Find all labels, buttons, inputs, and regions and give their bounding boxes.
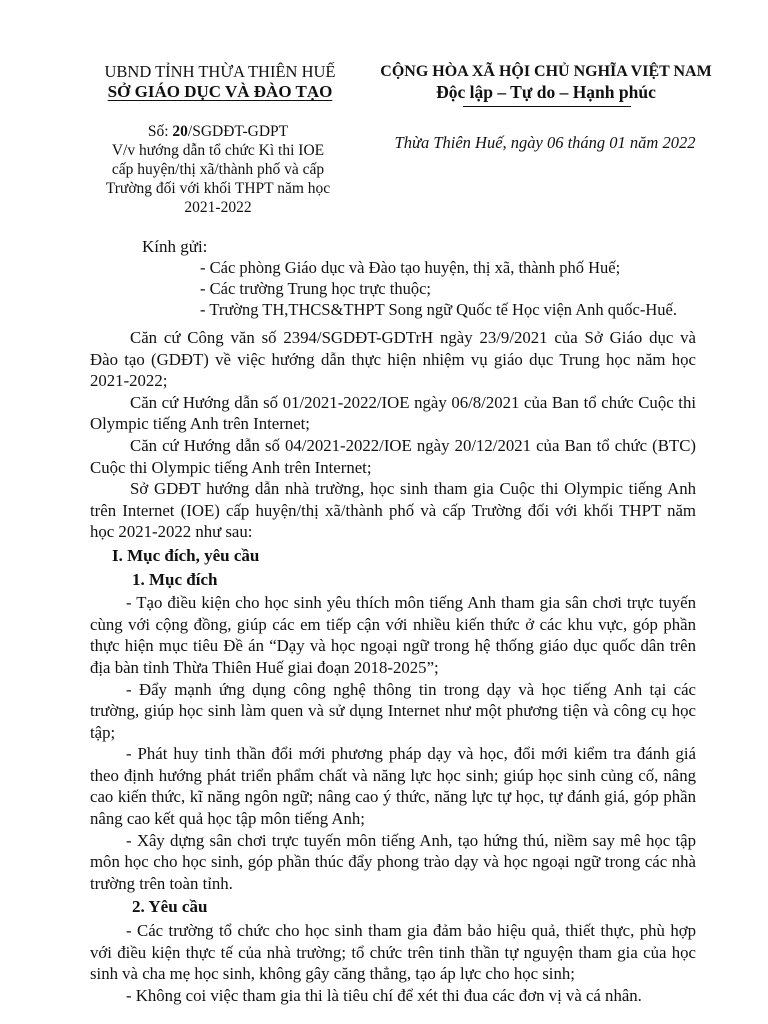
body-paragraph: Căn cứ Công văn số 2394/SGDĐT-GDTrH ngày 23/9/2021 của Sở Giáo dục và Đào tạo (GDĐT) về việc hướng dẫn thực hiện nhiệm vụ giáo dục Trung học năm học 2021-2022; — [90, 328, 696, 391]
number-code: /SGDĐT-GDPT — [187, 123, 289, 140]
recipients-label: Kính gửi: — [142, 237, 208, 256]
recipient-item: - Trường TH,THCS&THPT Song ngữ Quốc tế Học viện Anh quốc-Huế. — [200, 300, 677, 319]
issuer-org: UBND TỈNH THỪA THIÊN HUẾ — [104, 62, 336, 81]
bullet-paragraph: - Phát huy tinh thần đổi mới phương pháp dạy và học, đổi mới kiểm tra đánh giá theo định hướng phát triển phẩm chất và năng lực học sinh; giúp học sinh củng cố, nâng cao kiến thức, kĩ năng ngôn ngữ; nâng cao ý thức, năng lực tự học, tự đánh giá, góp phần nâng cao kết quả học tập môn tiếng Anh; — [90, 744, 696, 829]
subject-line: cấp huyện/thị xã/thành phố và cấp — [111, 161, 325, 178]
bullet-paragraph: - Xây dựng sân chơi trực tuyến môn tiếng Anh, tạo hứng thú, niềm say mê học tập môn học cho học sinh, góp phần thúc đẩy phong trào dạy và học ngoại ngữ trong các nhà trường trên toàn tỉnh. — [90, 830, 696, 893]
national-motto: Độc lập – Tự do – Hạnh phúc — [436, 82, 656, 102]
body-paragraph: Sở GDĐT hướng dẫn nhà trường, học sinh tham gia Cuộc thi Olympic tiếng Anh trên Internet (IOE) cấp huyện/thị xã/thành phố và cấp Trường đối với khối THPT năm học 2021-2022 như sau: — [90, 479, 696, 542]
recipient-item: - Các phòng Giáo dục và Đào tạo huyện, thị xã, thành phố Huế; — [200, 258, 621, 277]
recipients-list — [200, 257, 677, 320]
subject-line: V/v hướng dẫn tổ chức Kì thi IOE — [111, 142, 325, 159]
subsection-heading: 2. Yêu cầu — [132, 897, 208, 917]
national-header — [360, 62, 732, 102]
bullet-paragraph: - Đẩy mạnh ứng dụng công nghệ thông tin trong dạy và học tiếng Anh tại các trường, giúp học sinh làm quen và sử dụng Internet như một phương tiện và công cụ học tập; — [90, 679, 696, 742]
bullet-paragraph: - Tạo điều kiện cho học sinh yêu thích môn tiếng Anh tham gia sân chơi trực tuyến cùng với cộng đồng, giúp các em tiếp cận với nhiều kiến thức ở các khu vực, góp phần thực hiện mục tiêu Đề án “Dạy và học ngoại ngữ trong hệ thống giáo dục quốc dân trên địa bàn tỉnh Thừa Thiên Huế giai đoạn 2018-2025”; — [90, 593, 696, 677]
document-number — [88, 122, 348, 141]
document-date: Thừa Thiên Huế, ngày 06 tháng 01 năm 2022 — [394, 133, 696, 152]
motto-underline — [463, 106, 631, 107]
document-body — [90, 327, 696, 1006]
section-heading: I. Mục đích, yêu cầu — [112, 545, 260, 565]
bullet-paragraph: - Không coi việc tham gia thi là tiêu chí để xét thi đua các đơn vị và cá nhân. — [126, 985, 642, 1005]
document-number-block — [88, 122, 348, 217]
bullet-paragraph: - Các trường tổ chức cho học sinh tham gia đảm bảo hiệu quả, thiết thực, phù hợp với điều kiện thực tế của nhà trường; tổ chức trên tinh thần tự nguyện tham gia của học sinh và cha mẹ học sinh, không gây căng thẳng, tạo áp lực cho học sinh; — [90, 921, 696, 984]
republic-title: CỘNG HÒA XÃ HỘI CHỦ NGHĨA VIỆT NAM — [380, 63, 712, 80]
number-value: 20 — [172, 123, 188, 140]
body-paragraph: Căn cứ Hướng dẫn số 01/2021-2022/IOE ngày 06/8/2021 của Ban tổ chức Cuộc thi Olympic tiếng Anh trên Internet; — [90, 392, 696, 434]
subject-line: Trường đối với khối THPT năm học — [105, 180, 331, 197]
subsection-heading: 1. Mục đích — [132, 569, 218, 589]
body-paragraph: Căn cứ Hướng dẫn số 04/2021-2022/IOE ngày 20/12/2021 của Ban tổ chức (BTC) Cuộc thi Olympic tiếng Anh trên Internet; — [90, 435, 696, 477]
recipient-item: - Các trường Trung học trực thuộc; — [200, 279, 431, 298]
issuer-dept: SỞ GIÁO DỤC VÀ ĐÀO TẠO — [107, 82, 333, 101]
number-prefix: Số: — [147, 123, 169, 140]
subject-line: 2021-2022 — [184, 199, 252, 216]
issuer-header — [70, 62, 370, 102]
